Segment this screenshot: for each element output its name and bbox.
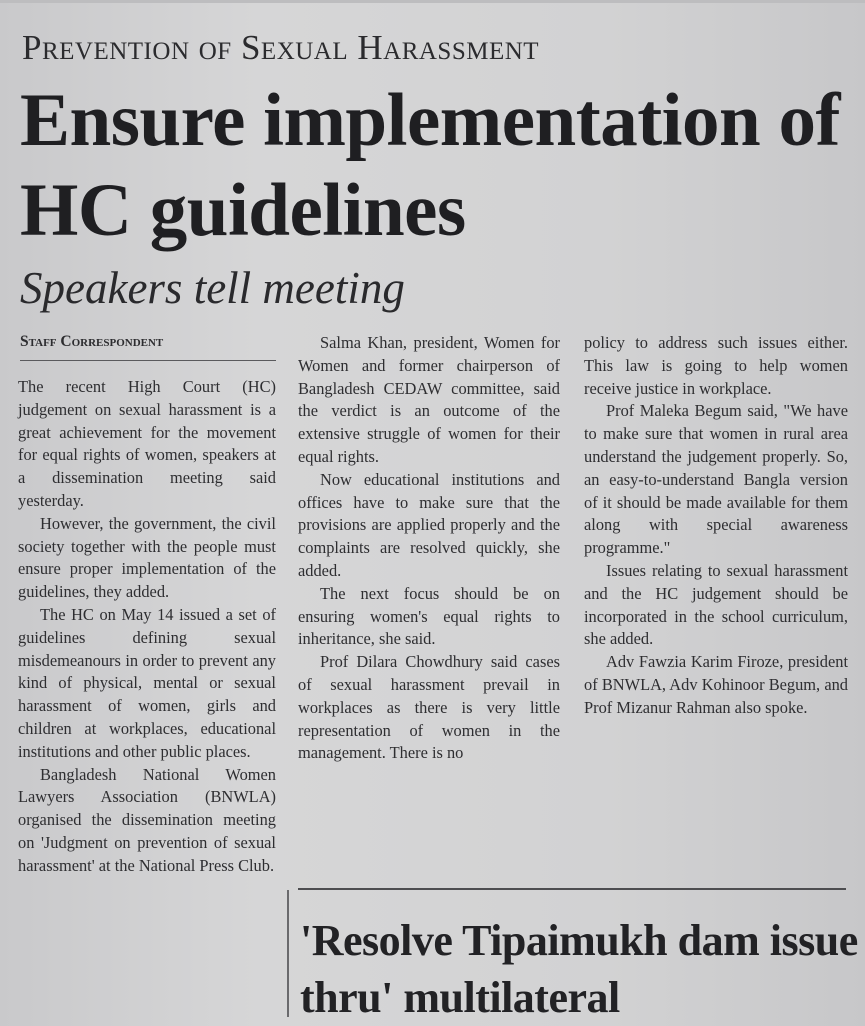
page-top-edge (0, 0, 865, 3)
paragraph: policy to address such issues either. This law is going to help women receive justice in workplace. (584, 333, 848, 398)
paragraph: Bangladesh National Women Lawyers Association (BNWLA) organised the dissemination meeting on 'Judgment on prevention of sexual harassment' at the National Press Club. (18, 764, 276, 875)
article-column-3 (584, 332, 848, 720)
article-headline: Ensure implementation of HC guidelines (20, 79, 840, 252)
paragraph: The next focus should be on ensuring women's equal rights to inheritance, she said. (298, 583, 560, 649)
paragraph: Issues relating to sexual harassment and the HC judgement should be incorporated in the school curriculum, she added. (584, 560, 848, 649)
column-divider (287, 890, 289, 1017)
paragraph: However, the government, the civil society together with the people must ensure proper implementation of the guidelines, they added. (18, 513, 276, 602)
paragraph: The HC on May 14 issued a set of guidelines defining sexual misdemeanours in order to prevent any kind of physical, mental or sexual harassment of women, girls and children at workplaces, educational institutions and other public places. (18, 604, 276, 761)
paragraph: Now educational institutions and offices have to make sure that the provisions are applied properly and the complaints are resolved quickly, she added. (298, 469, 560, 580)
byline: Staff Correspondent (20, 333, 276, 361)
paragraph: Salma Khan, president, Women for Women and former chairperson of Bangladesh CEDAW committee, said the verdict is an outcome of the extensive struggle of women for their equal rights. (298, 333, 560, 466)
paragraph: Adv Fawzia Karim Firoze, president of BNWLA, Adv Kohinoor Begum, and Prof Mizanur Rahman also spoke. (584, 652, 848, 717)
paragraph: Prof Maleka Begum said, "We have to make sure that women in rural area understand the judgement properly. So, an easy-to-understand Bangla version of it should be made available for them along with special awareness programme." (584, 401, 848, 558)
section-divider (298, 888, 846, 890)
article-column-1 (18, 376, 276, 878)
paragraph: Prof Dilara Chowdhury said cases of sexual harassment prevail in workplaces as there is very little representation of women in the management. There is no (298, 652, 560, 763)
next-article-headline: 'Resolve Tipaimukh dam issue thru' multilateral (300, 916, 858, 1022)
paragraph: The recent High Court (HC) judgement on sexual harassment is a great achievement for the movement for equal rights of women, speakers at a dissemination meeting said yesterday. (18, 377, 276, 510)
article-subhead: Speakers tell meeting (20, 263, 405, 313)
article-column-2 (298, 332, 560, 765)
article-kicker: Prevention of Sexual Harassment (22, 28, 540, 67)
